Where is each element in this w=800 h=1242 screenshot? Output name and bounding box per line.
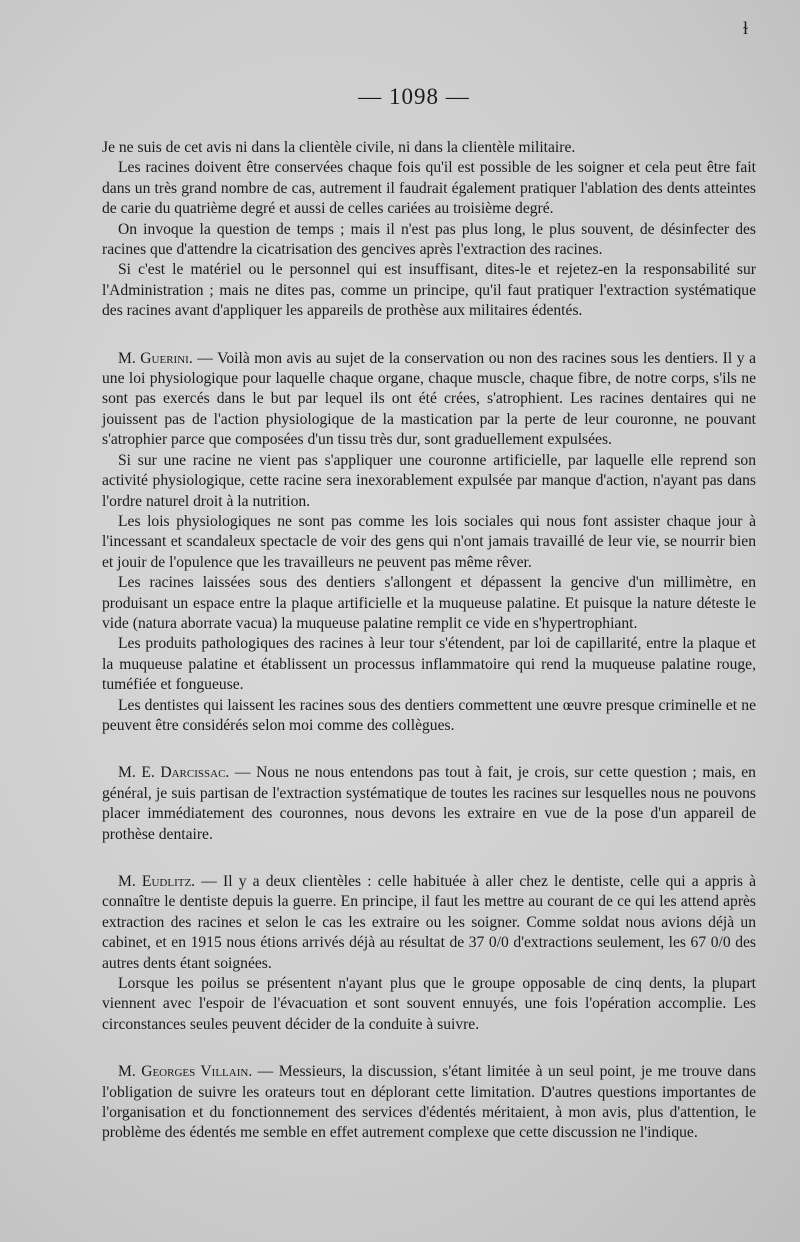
paragraph: Lorsque les poilus se présentent n'ayant plus que le groupe opposable de cinq dents, la plupart viennent avec l'espoir de l'évacuation et sont souvent ennuyés, une fois l'opération accomplie. Les circonstances seules peuvent décider de la conduite à suivre.	[102, 975, 756, 1033]
speaker-paragraph	[102, 763, 756, 845]
section-eudlitz	[102, 872, 756, 1035]
speaker-name: M. Eudlitz.	[118, 873, 196, 890]
paragraph: On invoque la question de temps ; mais il n'est pas plus long, le plus souvent, de désinfecter des racines que d'attendre la cicatrisation des gencives après l'extraction des racines.	[102, 220, 756, 259]
speaker-paragraph	[102, 872, 756, 974]
speaker-name: M. Georges Villain.	[118, 1063, 253, 1081]
corner-mark: ɫ	[742, 18, 748, 38]
paragraph: Les produits pathologiques des racines à leur tour s'étendent, par loi de capillarité, entre la plaque et la muqueuse palatine et établissent un processus inflammatoire qui rend la muqueuse palatine rouge, tuméfiée et fongueuse.	[102, 635, 756, 694]
paragraph: Si sur une racine ne vient pas s'appliquer une couronne artificielle, par laquelle elle reprend son activité physiologique, cette racine sera inexorablement expulsée par manque d'action, n'ayant pas dans l'ordre naturel droit à la nutrition.	[102, 451, 756, 510]
speaker-text: — Voilà mon avis au sujet de la conservation ou non des racines sous les dentiers. Il y a une loi physiologique pour laquelle chaque organe, chaque muscle, chaque fibre, de notre corps, s'ils ne sont pas exercés dans le but par lequel ils ont été crées, s'atrophient. Les racines dentaires qui ne jouissent pas de l'action physiologique de la mastication par la perte de leur couronne, ne pouvant s'atrophier parce que composées d'un tissu très dur, sont graduellement expulsées.	[102, 349, 757, 449]
section-guerini	[102, 349, 756, 737]
paragraph: Si c'est le matériel ou le personnel qui est insuffisant, dites-le et rejetez-en la responsabilité sur l'Administration ; mais ne dites pas, comme un principe, qu'il faut pratiquer l'extraction systématique des racines avant d'appliquer les appareils de prothèse aux militaires édentés.	[102, 261, 756, 320]
speaker-name: M. Guerini.	[118, 349, 193, 367]
speaker-text: — Messieurs, la discussion, s'étant limitée à un seul point, je me trouve dans l'obligation de suivre les orateurs tout en déplorant cette limitation. D'autres questions importantes de l'organisation et du fonctionnement des services d'édentés méritaient, à mon avis, plus d'attention, le problème des édentés me semble en effet autrement complexe que cette discussion ne l'indique.	[102, 1063, 756, 1142]
speaker-paragraph	[102, 349, 756, 451]
speaker-name: M. E. Darcissac.	[118, 764, 230, 782]
speaker-paragraph	[102, 1062, 756, 1144]
speaker-text: — Nous ne nous entendons pas tout à fait, je crois, sur cette question ; mais, en général, je suis partisan de l'extraction systématique de toutes les racines sur lesquelles nous ne pouvons placer immédiatement des couronnes, nous devons les extraire en vue de la pose d'un appareil de prothèse dentaire.	[102, 764, 756, 843]
paragraph: Les lois physiologiques ne sont pas comme les lois sociales qui nous font assister chaque jour à l'incessant et scandaleux spectacle de voir des gens qui n'ont jamais travaillé de leur vie, se nourrir bien et jouir de l'opulence que les travailleurs ne peuvent pas même rêver.	[102, 512, 756, 571]
section-darcissac	[102, 763, 756, 845]
paragraph: Les racines doivent être conservées chaque fois qu'il est possible de les soigner et cela peut être fait dans un très grand nombre de cas, autrement il faudrait également pratiquer l'ablation des dents atteintes de carie du quatrième degré et aussi de celles cariées au troisième degré.	[102, 159, 756, 218]
paragraph: Les racines laissées sous des dentiers s'allongent et dépassent la gencive d'un millimètre, en produisant un espace entre la plaque artificielle et la muqueuse palatine. Et puisque la nature déteste le vide (natura aborrate vacua) la muqueuse palatine remplit ce vide en s'hypertrophiant.	[102, 574, 756, 632]
paragraph: Je ne suis de cet avis ni dans la clientèle civile, ni dans la clientèle militaire.	[102, 139, 576, 156]
section-opening	[102, 138, 756, 322]
page-number: — 1098 —	[358, 84, 470, 109]
paragraph: Les dentistes qui laissent les racines sous des dentiers commettent une œuvre presque criminelle et ne peuvent être considérés selon moi comme des collègues.	[102, 696, 756, 734]
speaker-text: — Il y a deux clientèles : celle habituée à aller chez le dentiste, celle qui a appris à connaître le dentiste depuis la guerre. En principe, il faut les mettre au courant de ce qui les attend après extraction des racines et selon le cas les extraire ou les soigner. Comme soldat nous avions déjà un cabinet, et en 1915 nous étions arrivés déjà au résultat de 37 0/0 d'extractions seulement, les 67 0/0 des autres dents étant soignées.	[102, 873, 757, 972]
section-villain	[102, 1062, 756, 1144]
